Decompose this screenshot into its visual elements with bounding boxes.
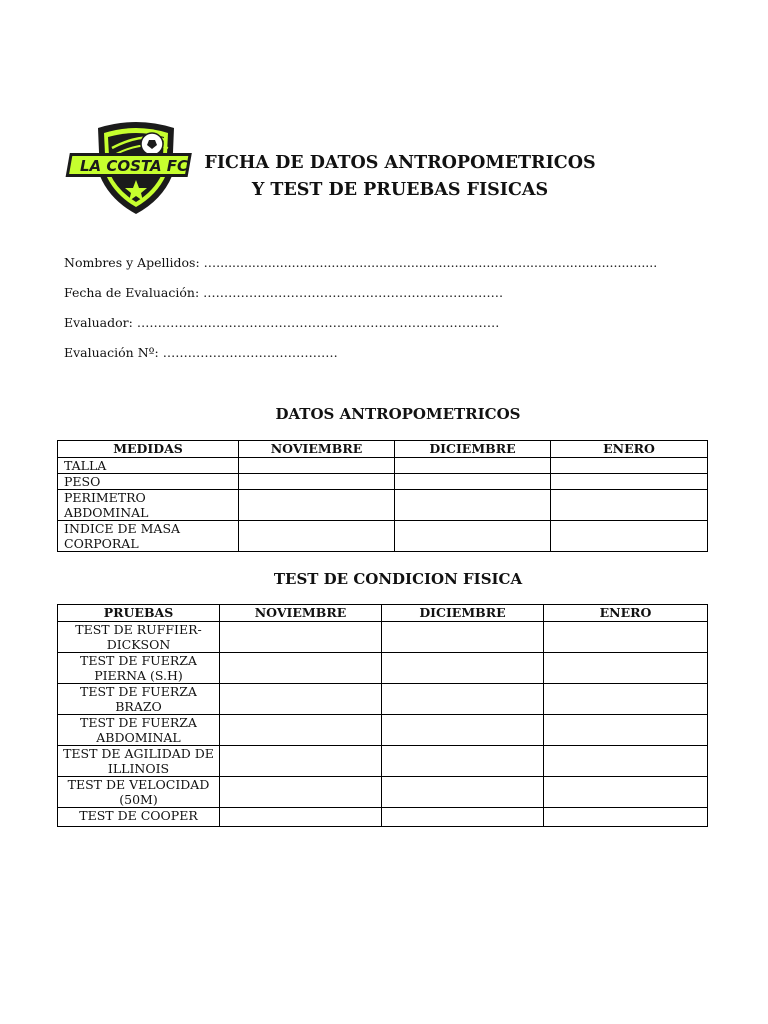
table-row [58,684,708,715]
fitness-header-cell: DICIEMBRE [382,605,544,622]
page-title [200,150,600,204]
entry-cell[interactable] [220,622,382,653]
table-row [58,715,708,746]
entry-cell[interactable] [382,746,544,777]
anthro-row-label: PERIMETRO ABDOMINAL [58,490,239,521]
entry-cell[interactable] [544,715,708,746]
table-row [58,653,708,684]
entry-cell[interactable] [551,474,708,490]
table-row [58,521,708,552]
fitness-row-label: TEST DE RUFFIER-DICKSON [58,622,220,653]
anthro-section-title: DATOS ANTROPOMETRICOS [275,405,521,423]
entry-cell[interactable] [220,777,382,808]
page-title-line-1: FICHA DE DATOS ANTROPOMETRICOS [204,153,596,173]
entry-cell[interactable] [544,746,708,777]
fitness-table [57,604,708,827]
fitness-row-label: TEST DE FUERZA ABDOMINAL [58,715,220,746]
entry-cell[interactable] [544,777,708,808]
entry-cell[interactable] [544,684,708,715]
anthro-header-row [58,441,708,458]
table-row [58,808,708,827]
fitness-header-cell: ENERO [544,605,708,622]
entry-cell[interactable] [544,808,708,827]
table-row [58,622,708,653]
entry-cell[interactable] [395,521,551,552]
entry-cell[interactable] [395,458,551,474]
fitness-header-row [58,605,708,622]
anthro-table [57,440,708,552]
entry-cell[interactable] [544,653,708,684]
anthro-row-label: TALLA [58,458,239,474]
evaluacion-field: Evaluación Nº: …………………………………… [64,345,338,360]
entry-cell[interactable] [382,808,544,827]
entry-cell[interactable] [551,490,708,521]
table-row [58,458,708,474]
logo-text: LA COSTA FC [79,157,189,175]
evaluador-field: Evaluador: …………………………………………………………………………… [64,315,500,330]
anthro-header-cell: DICIEMBRE [395,441,551,458]
entry-cell[interactable] [220,684,382,715]
entry-cell[interactable] [551,521,708,552]
fitness-row-label: TEST DE FUERZA PIERNA (S.H) [58,653,220,684]
anthro-header-cell: ENERO [551,441,708,458]
entry-cell[interactable] [382,653,544,684]
entry-cell[interactable] [395,474,551,490]
fitness-section-title: TEST DE CONDICION FISICA [273,570,523,588]
table-row [58,474,708,490]
anthro-row-label: PESO [58,474,239,490]
table-row [58,746,708,777]
entry-cell[interactable] [551,458,708,474]
fitness-row-label: TEST DE FUERZA BRAZO [58,684,220,715]
fitness-row-label: TEST DE AGILIDAD DE ILLINOIS [58,746,220,777]
anthro-row-label: INDICE DE MASA CORPORAL [58,521,239,552]
page-title-line-2: Y TEST DE PRUEBAS FISICAS [251,180,549,200]
entry-cell[interactable] [382,684,544,715]
entry-cell[interactable] [239,458,395,474]
entry-cell[interactable] [395,490,551,521]
anthro-header-cell: MEDIDAS [58,441,239,458]
entry-cell[interactable] [220,715,382,746]
entry-cell[interactable] [382,622,544,653]
entry-cell[interactable] [239,474,395,490]
table-row [58,777,708,808]
fitness-row-label: TEST DE VELOCIDAD (50M) [58,777,220,808]
entry-cell[interactable] [382,777,544,808]
entry-cell[interactable] [220,653,382,684]
entry-cell[interactable] [382,715,544,746]
anthro-header-cell: NOVIEMBRE [239,441,395,458]
entry-cell[interactable] [220,746,382,777]
entry-cell[interactable] [220,808,382,827]
fitness-row-label: TEST DE COOPER [58,808,220,827]
table-row [58,490,708,521]
club-logo [62,118,210,218]
entry-cell[interactable] [239,490,395,521]
fitness-header-cell: PRUEBAS [58,605,220,622]
nombres-field: Nombres y Apellidos: …............................................................................................................... [64,255,658,270]
entry-cell[interactable] [239,521,395,552]
entry-cell[interactable] [544,622,708,653]
fitness-header-cell: NOVIEMBRE [220,605,382,622]
fecha-field: Fecha de Evaluación: ……………………………………………………………… [64,285,504,300]
